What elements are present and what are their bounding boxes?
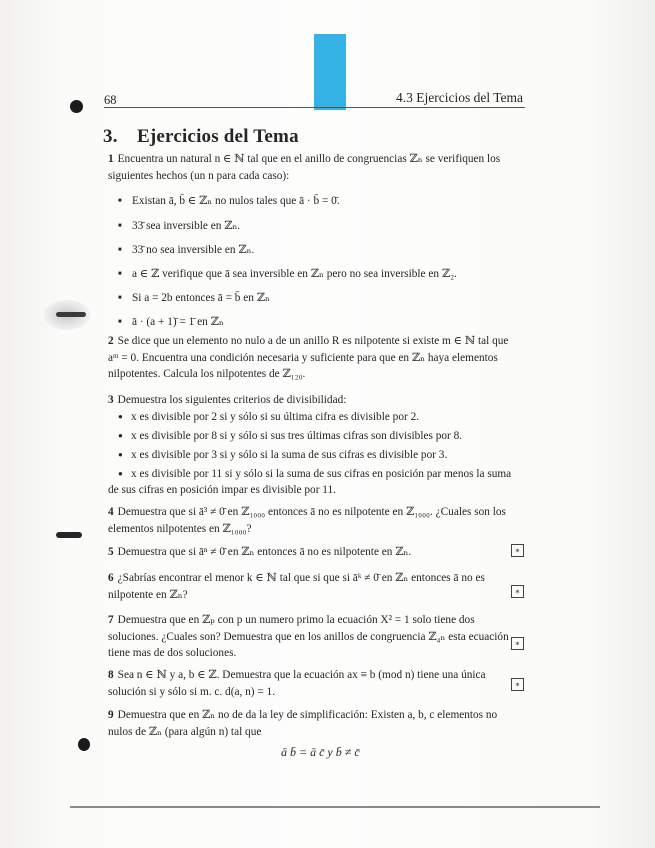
exercise-9: [108, 707, 524, 740]
exercise-text: Demuestra los siguientes criterios de divisibilidad:: [117, 394, 347, 406]
display-equation: ā b̄ = ā c̄ y b̄ ≠ c̄: [281, 745, 360, 759]
list-item: ■ Existan ā, b̄ ∈ ℤₙ no nulos tales que ā · b̄ = 0̄.: [118, 193, 518, 209]
exercise-text: nilpotentes. Calcula los nilpotentes de ℤ₁₂₀.: [108, 368, 306, 380]
list-item: ■ ā · (a + 1)̄ = 1̄ en ℤₙ: [118, 314, 518, 330]
list-item: ● x es divisible por 8 si y sólo si sus tres últimas cifras son divisibles por 8.: [118, 428, 522, 444]
exercise-text: elementos nilpotentes en ℤ₁₀₀₀?: [108, 522, 252, 535]
exercise-2: [108, 333, 524, 383]
section-title: Ejercicios del Tema: [137, 126, 299, 147]
exercise-text: Sea n ∈ ℕ y a, b ∈ ℤ. Demuestra que la ecuación ax ≡ b (mod n) tiene una única: [117, 669, 486, 681]
exercise-4: [108, 504, 524, 537]
list-item: ● x es divisible por 3 si y sólo si la suma de sus cifras es divisible por 3.: [118, 447, 522, 463]
punch-hole-icon: [78, 738, 90, 751]
exercise-text: Demuestra que en ℤₚ con p un numero primo la ecuación X² = 1 solo tiene dos: [117, 614, 475, 626]
list-item: ● x es divisible por 2 si y sólo si su última cifra es divisible por 2.: [118, 409, 522, 425]
header-rule: [104, 107, 525, 108]
exercise-number: 7: [108, 614, 114, 626]
exercise-1: [108, 151, 524, 184]
exercise-text: Se dice que un elemento no nulo a de un anillo R es nilpotente si existe m ∈ ℕ tal que: [117, 335, 509, 347]
list-item: ■ 33̄ no sea inversible en ℤₙ.: [118, 242, 518, 258]
list-item-continuation: de sus cifras en posición impar es divisible por 11.: [108, 484, 336, 496]
section-number: 3.: [103, 126, 118, 147]
exercise-number: 2: [108, 335, 114, 347]
exercise-text: tiene mas de dos soluciones.: [108, 647, 237, 659]
difficulty-mark-icon: ∗: [511, 585, 524, 598]
page-bottom-edge: [70, 806, 600, 808]
punch-hole-icon: [56, 312, 86, 317]
blue-index-tab: [314, 34, 346, 110]
difficulty-mark-icon: ∗: [511, 637, 524, 650]
exercise-7: [108, 612, 524, 662]
exercise-number: 6: [108, 572, 114, 584]
exercise-text: solución si y sólo si m. c. d(a, n) = 1.: [108, 685, 276, 698]
exercise-text: Demuestra que en ℤₙ no de da la ley de simplificación: Existen a, b, c elementos no: [117, 709, 498, 721]
exercise-text: nilpotente en ℤₙ?: [108, 588, 188, 601]
list-item: ● x es divisible por 11 si y sólo si la suma de sus cifras en posición par menos la suma: [118, 466, 522, 482]
exercise-number: 5: [108, 546, 114, 558]
exercise-3: [108, 392, 524, 409]
punch-hole-icon: [56, 532, 82, 538]
exercise-number: 4: [108, 506, 114, 518]
exercise-text: Encuentra un natural n ∈ ℕ tal que en el anillo de congruencias ℤₙ se verifiquen los: [117, 153, 501, 165]
exercise-text: Demuestra que si ā³ ≠ 0̄ en ℤ₁₀₀₀ entonces ā no es nilpotente en ℤ₁₀₀₀. ¿Cuales son los: [117, 506, 506, 518]
difficulty-mark-icon: ∗: [511, 678, 524, 691]
exercise-6: [108, 570, 524, 603]
exercise-8: [108, 667, 524, 700]
punch-hole-icon: [70, 100, 83, 113]
list-item: ■ a ∈ ℤ verifique que ā sea inversible en ℤₙ pero no sea inversible en ℤ₂.: [118, 266, 518, 282]
exercise-number: 3: [108, 394, 114, 406]
exercise-text: aᵐ = 0. Encuentra una condición necesaria y suficiente para que en ℤₙ haya elementos: [108, 351, 498, 364]
running-title: 4.3 Ejercicios del Tema: [395, 90, 523, 105]
exercise-text: nulos de ℤₙ (para algún n) tal que: [108, 725, 262, 738]
page-number: 68: [104, 93, 117, 107]
exercise-number: 9: [108, 709, 114, 721]
exercise-text: soluciones. ¿Cuales son? Demuestra que en los anillos de congruencia ℤ₄ₙ esta ecuación: [108, 630, 509, 643]
exercise-5: [108, 544, 524, 561]
exercise-text: Demuestra que si āⁿ ≠ 0̄ en ℤₙ entonces ā no es nilpotente en ℤₙ.: [117, 546, 412, 558]
list-item: ■ 33̄ sea inversible en ℤₙ.: [118, 218, 518, 234]
difficulty-mark-icon: ∗: [511, 544, 524, 557]
list-item: ■ Si a = 2b entonces ā = b̄ en ℤₙ: [118, 290, 518, 306]
exercise-text: siguientes hechos (un n para cada caso):: [108, 169, 290, 182]
exercise-number: 8: [108, 669, 114, 681]
section-heading: [103, 126, 299, 148]
exercise-number: 1: [108, 153, 114, 165]
exercise-text: ¿Sabrías encontrar el menor k ∈ ℕ tal que si que si āᵏ ≠ 0̄ en ℤₙ entonces ā no es: [117, 572, 485, 584]
